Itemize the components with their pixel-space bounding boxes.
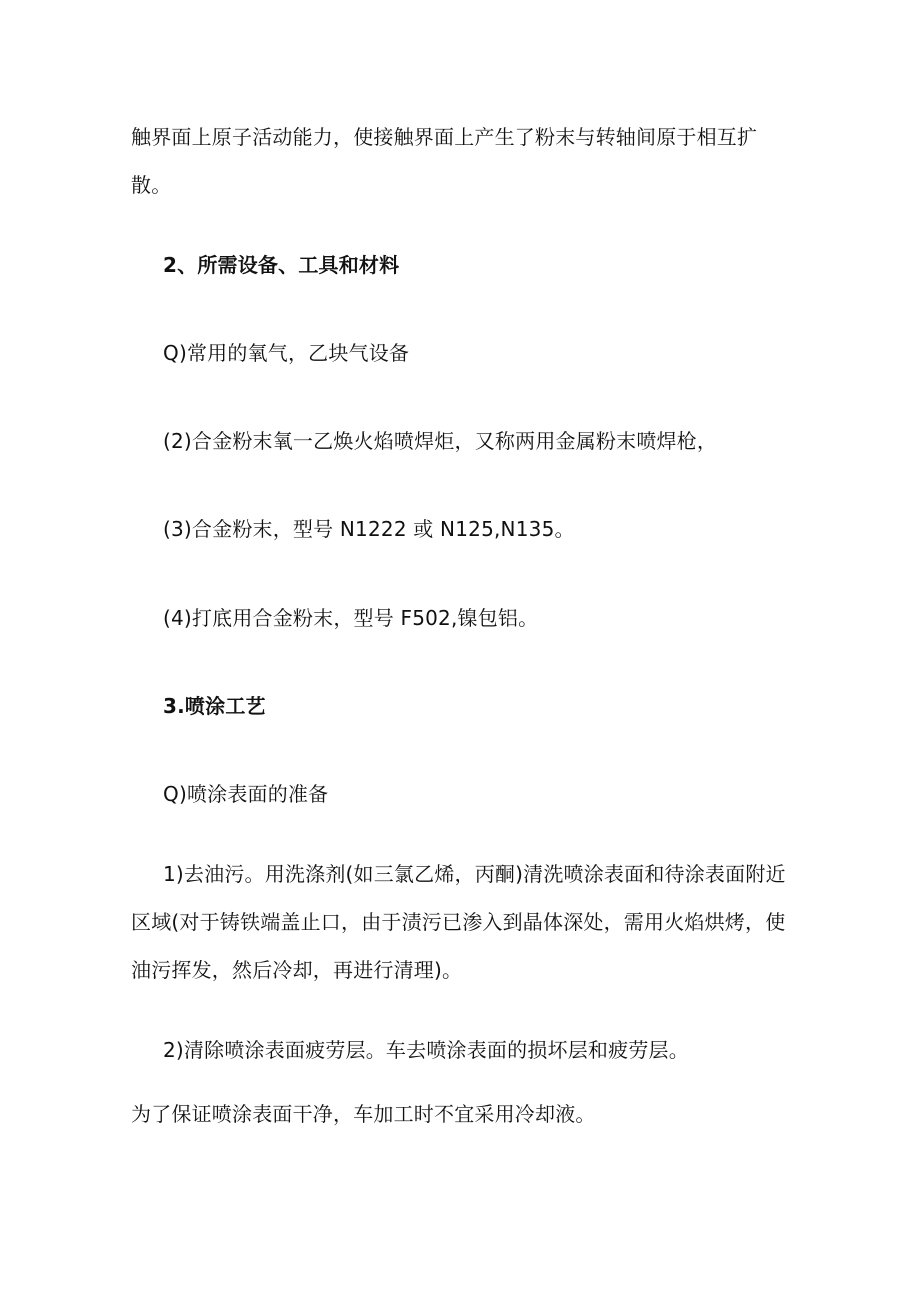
body-paragraph-line: 散。 bbox=[131, 173, 172, 197]
section-heading: 2、所需设备、工具和材料 bbox=[163, 253, 400, 277]
body-paragraph-line: 油污挥发，然后冷却，再进行清理)。 bbox=[131, 958, 463, 982]
body-paragraph-line: 区域(对于铸铁端盖止口，由于渍污已渗入到晶体深处，需用火焰烘烤，使 bbox=[131, 910, 786, 934]
subsection-heading: Q)喷涂表面的准备 bbox=[163, 782, 329, 806]
body-paragraph-line: 为了保证喷涂表面干净，车加工时不宜采用冷却液。 bbox=[131, 1102, 596, 1126]
list-item: (2)合金粉末氧一乙焕火焰喷焊炬，又称两用金属粉末喷焊枪， bbox=[163, 429, 718, 453]
body-paragraph-line: 2)清除喷涂表面疲劳层。车去喷涂表面的损坏层和疲劳层。 bbox=[163, 1038, 689, 1062]
list-item: (3)合金粉末，型号 N1222 或 N125,N135。 bbox=[163, 517, 575, 541]
list-item: Q)常用的氧气，乙块气设备 bbox=[163, 341, 410, 365]
body-paragraph-line: 1)去油污。用洗涤剂(如三氯乙烯，丙酮)清洗喷涂表面和待涂表面附近 bbox=[163, 862, 786, 886]
section-heading: 3.喷涂工艺 bbox=[163, 694, 266, 718]
body-paragraph-line: 触界面上原子活动能力，使接触界面上产生了粉末与转轴间原于相互扩 bbox=[131, 125, 758, 149]
list-item: (4)打底用合金粉末，型号 F502,镍包铝。 bbox=[163, 606, 539, 630]
